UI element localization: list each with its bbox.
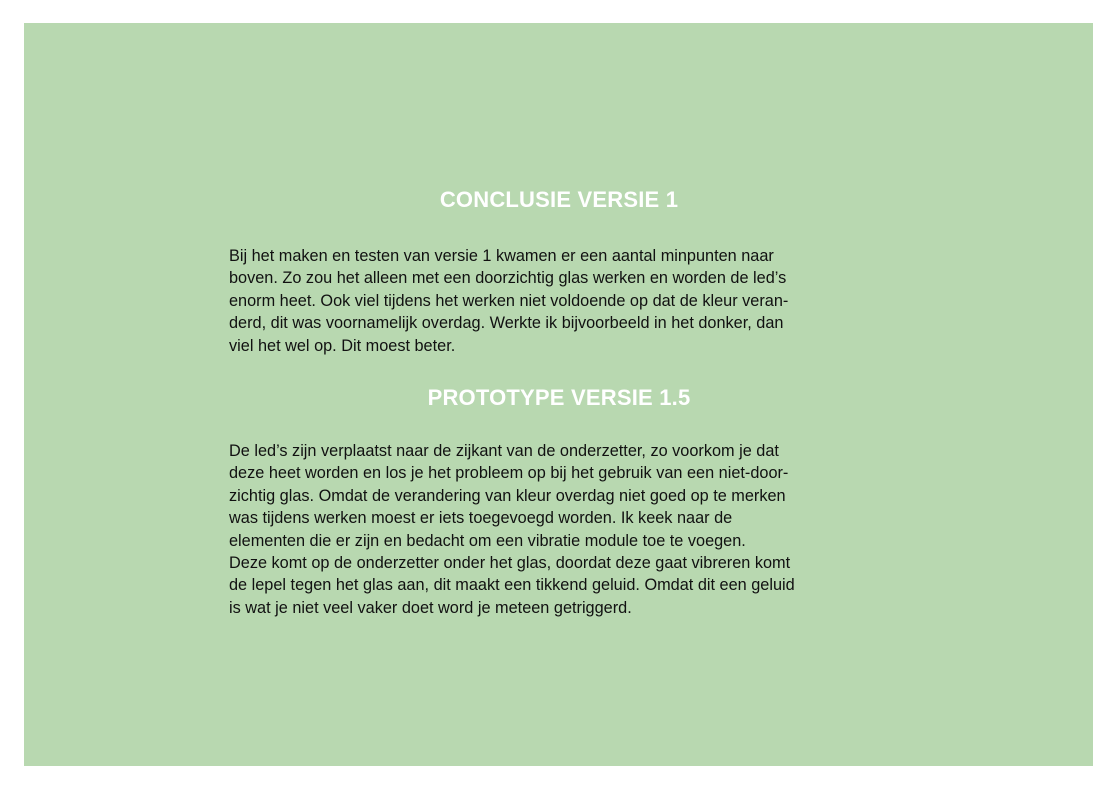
paragraph-line: viel het wel op. Dit moest beter.: [229, 336, 456, 355]
paragraph-line: de lepel tegen het glas aan, dit maakt een tikkend geluid. Omdat dit een geluid: [229, 576, 795, 595]
section-paragraph-conclusie: [229, 245, 889, 357]
paragraph-line: was tijdens werken moest er iets toegevoegd worden. Ik keek naar de: [229, 509, 733, 528]
paragraph-line: boven. Zo zou het alleen met een doorzichtig glas werken en worden de led’s: [229, 269, 787, 288]
paragraph-line: elementen die er zijn en bedacht om een vibratie module toe te voegen.: [229, 531, 746, 550]
paragraph-line: is wat je niet veel vaker doet word je meteen getriggerd.: [229, 598, 632, 617]
section-heading-conclusie: CONCLUSIE VERSIE 1: [439, 187, 679, 212]
slide-panel: [24, 23, 1093, 766]
slide-content: [229, 185, 889, 619]
section-heading-prototype: PROTOTYPE VERSIE 1.5: [427, 385, 691, 411]
paragraph-line: Deze komt op de onderzetter onder het glas, doordat deze gaat vibreren komt: [229, 554, 791, 573]
section-paragraph-prototype: [229, 440, 889, 619]
paragraph-line: zichtig glas. Omdat de verandering van kleur overdag niet goed op te merken: [229, 486, 786, 505]
paragraph-line: derd, dit was voornamelijk overdag. Werkte ik bijvoorbeeld in het donker, dan: [229, 314, 784, 333]
paragraph-line: Bij het maken en testen van versie 1 kwamen er een aantal minpunten naar: [229, 247, 774, 265]
paragraph-line: De led’s zijn verplaatst naar de zijkant van de onderzetter, zo voorkom je dat: [229, 442, 779, 461]
paragraph-line: deze heet worden en los je het probleem op bij het gebruik van een niet-door-: [229, 464, 789, 483]
paragraph-line: enorm heet. Ook viel tijdens het werken niet voldoende op dat de kleur veran-: [229, 291, 789, 310]
